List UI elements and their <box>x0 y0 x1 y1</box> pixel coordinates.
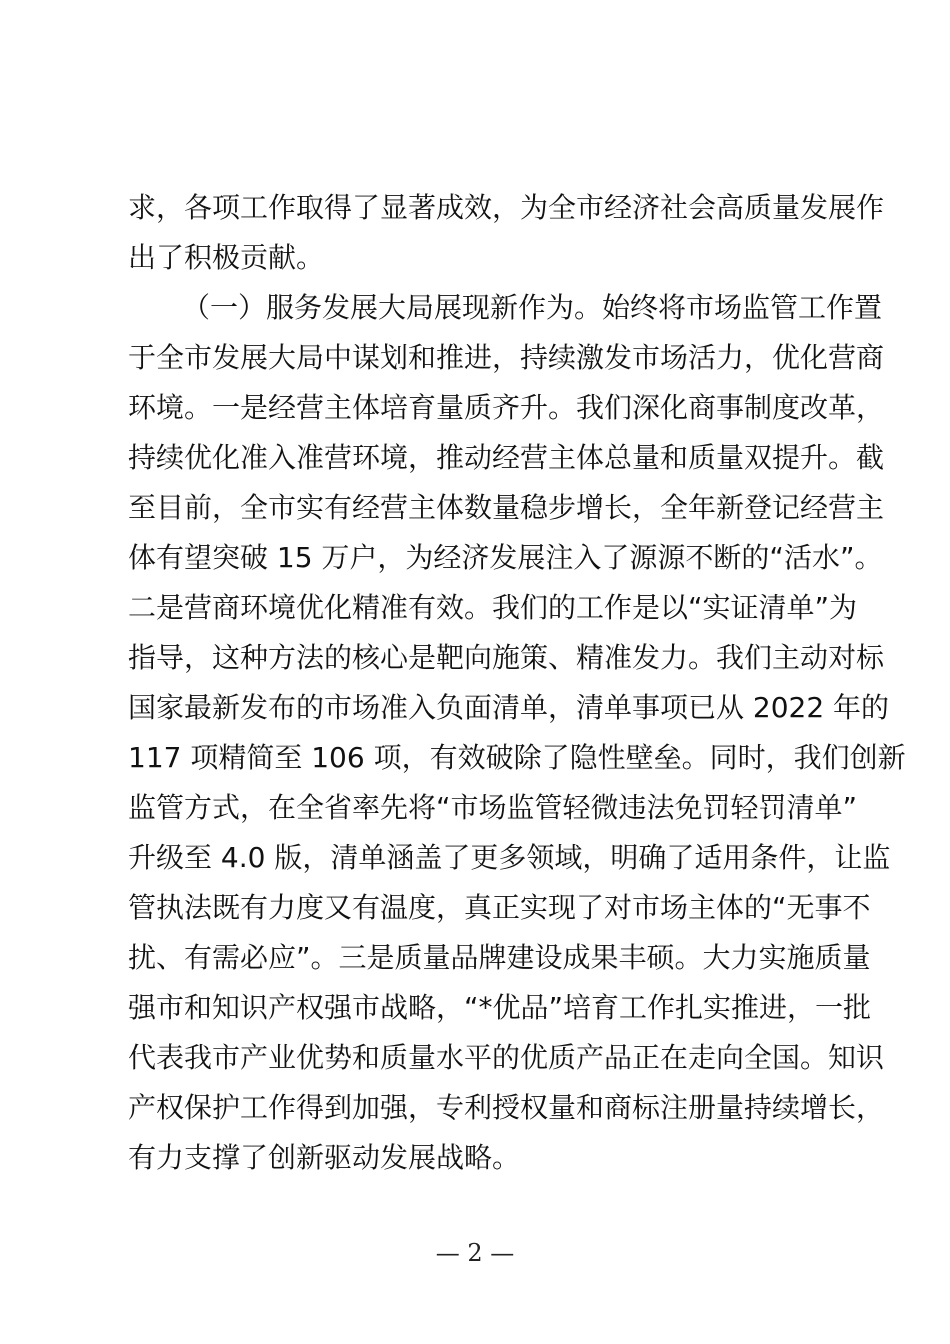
text-line: 求，各项工作取得了显著成效，为全市经济社会高质量发展作 <box>128 191 885 224</box>
text-line: 有力支撑了创新驱动发展战略。 <box>128 1141 521 1174</box>
text-line: （一）服务发展大局展现新作为。始终将市场监管工作置 <box>182 291 883 324</box>
text-line: 代表我市产业优势和质量水平的优质产品正在走向全国。知识 <box>128 1041 885 1074</box>
text-line: 于全市发展大局中谋划和推进，持续激发市场活力，优化营商 <box>128 341 885 374</box>
text-line: 指导，这种方法的核心是靶向施策、精准发力。我们主动对标 <box>128 641 885 674</box>
text-line: 持续优化准入准营环境，推动经营主体总量和质量双提升。截 <box>128 441 885 474</box>
text-line: 出了积极贡献。 <box>128 241 325 274</box>
text-line: 至目前，全市实有经营主体数量稳步增长，全年新登记经营主 <box>128 491 885 524</box>
text-line: 产权保护工作得到加强，专利授权量和商标注册量持续增长， <box>128 1091 885 1124</box>
text-line: 国家最新发布的市场准入负面清单，清单事项已从 2022 年的 <box>128 691 890 724</box>
text-line: 扰、有需必应”。三是质量品牌建设成果丰硕。大力实施质量 <box>128 941 871 974</box>
text-line: 监管方式，在全省率先将“市场监管轻微违法免罚轻罚清单” <box>128 791 858 824</box>
text-line: 强市和知识产权强市战略，“*优品”培育工作扎实推进，一批 <box>128 991 872 1024</box>
text-line: 管执法既有力度又有温度，真正实现了对市场主体的“无事不 <box>128 891 871 924</box>
page-number: — 2 — <box>435 1239 515 1267</box>
text-line: 体有望突破 15 万户，为经济发展注入了源源不断的“活水”。 <box>128 541 883 574</box>
text-line: 升级至 4.0 版，清单涵盖了更多领域，明确了适用条件，让监 <box>128 841 891 874</box>
text-line: 117 项精简至 106 项，有效破除了隐性壁垒。同时，我们创新 <box>128 741 906 774</box>
text-line: 二是营商环境优化精准有效。我们的工作是以“实证清单”为 <box>128 591 858 624</box>
text-line: 环境。一是经营主体培育量质齐升。我们深化商事制度改革， <box>128 391 885 424</box>
